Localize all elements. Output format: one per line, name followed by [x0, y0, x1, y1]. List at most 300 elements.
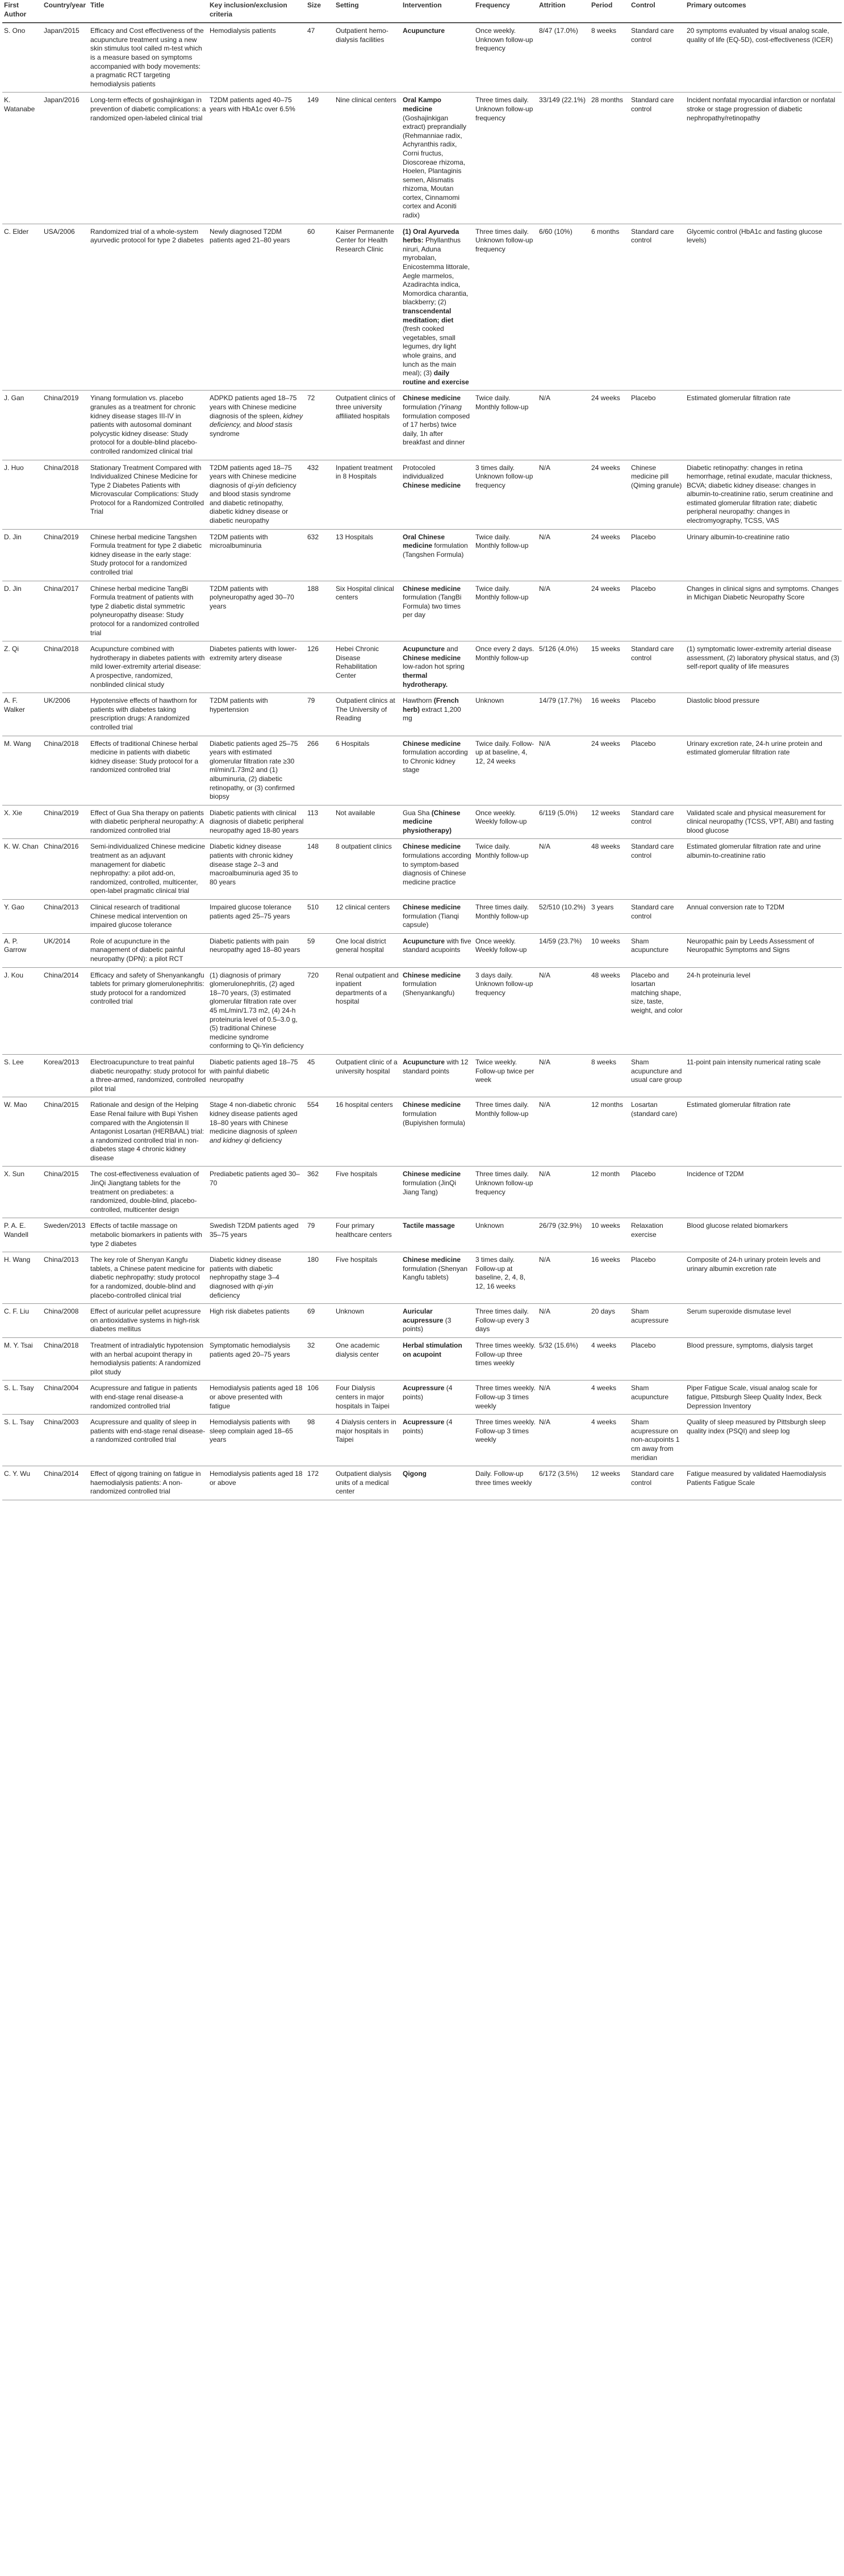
cell-criteria: Hemodialysis patients aged 18 or above presented with fatigue — [208, 1381, 306, 1415]
cell-intervention: Chinese medicine formulations according to symptom-based diagnosis of Chinese medicine practice — [401, 839, 474, 900]
cell-first-author: K. W. Chan — [2, 839, 42, 900]
cell-period: 12 weeks — [590, 1466, 629, 1500]
cell-country-year: China/2016 — [42, 839, 89, 900]
cell-criteria: Newly diagnosed T2DM patients aged 21–80 years — [208, 224, 306, 391]
cell-first-author: Z. Qi — [2, 641, 42, 693]
cell-first-author: X. Sun — [2, 1167, 42, 1218]
cell-intervention: Chinese medicine formulation (JinQi Jiang Tang) — [401, 1167, 474, 1218]
cell-period: 4 weeks — [590, 1337, 629, 1380]
cell-primary-outcomes: Blood pressure, symptoms, dialysis target — [685, 1337, 842, 1380]
cell-period: 8 weeks — [590, 23, 629, 93]
header-criteria: Key inclusion/exclusion criteria — [208, 0, 306, 23]
cell-setting: One academic dialysis center — [334, 1337, 401, 1380]
header-first-author: First Author — [2, 0, 42, 23]
cell-period: 8 weeks — [590, 1054, 629, 1097]
cell-intervention: Protocoled individualized Chinese medicine — [401, 460, 474, 529]
cell-frequency: Once weekly. Weekly follow-up — [474, 805, 537, 839]
cell-attrition: N/A — [537, 391, 590, 460]
cell-criteria: Hemodialysis patients with sleep complain aged 18–65 years — [208, 1415, 306, 1466]
cell-primary-outcomes: 20 symptoms evaluated by visual analog scale, quality of life (EQ-5D), cost-effectiveness (ICER) — [685, 23, 842, 93]
cell-first-author: M. Wang — [2, 736, 42, 805]
table-row — [2, 1218, 842, 1252]
header-title: Title — [89, 0, 208, 23]
cell-country-year: China/2015 — [42, 1097, 89, 1167]
cell-country-year: Sweden/2013 — [42, 1218, 89, 1252]
cell-intervention: Chinese medicine formulation (Shenyan Kangfu tablets) — [401, 1252, 474, 1304]
cell-frequency: 3 times daily. Unknown follow-up frequency — [474, 460, 537, 529]
cell-country-year: China/2019 — [42, 391, 89, 460]
cell-criteria: Diabetic patients aged 18–75 with painful diabetic neuropathy — [208, 1054, 306, 1097]
cell-primary-outcomes: Quality of sleep measured by Pittsburgh sleep quality index (PSQI) and sleep log — [685, 1415, 842, 1466]
table-row — [2, 1304, 842, 1338]
table-row — [2, 1337, 842, 1380]
cell-setting: Renal outpatient and inpatient departments of a hospital — [334, 967, 401, 1054]
cell-title: Effects of traditional Chinese herbal medicine in patients with diabetic kidney disease: Study protocol for a randomized controlled trial — [89, 736, 208, 805]
cell-title: The key role of Shenyan Kangfu tablets, a Chinese patent medicine for diabetic nephropathy: study protocol for a randomized, double-blind and placebo-controlled clinical trial — [89, 1252, 208, 1304]
cell-control: Standard care control — [629, 900, 685, 934]
cell-frequency: Twice daily. Monthly follow-up — [474, 529, 537, 581]
cell-attrition: 14/59 (23.7%) — [537, 933, 590, 967]
table-row — [2, 967, 842, 1054]
cell-primary-outcomes: Changes in clinical signs and symptoms. Changes in Michigan Diabetic Neuropathy Score — [685, 581, 842, 641]
cell-criteria: Impaired glucose tolerance patients aged 25–75 years — [208, 900, 306, 934]
cell-primary-outcomes: Incidence of T2DM — [685, 1167, 842, 1218]
cell-intervention: Acupressure (4 points) — [401, 1415, 474, 1466]
cell-intervention: (1) Oral Ayurveda herbs: Phyllanthus niruri, Aduna myrobalan, Enicostemma littorale, Aegle marmelos, Azadirachta indica, Momordica charantia, blackberry; (2) transcendental meditation; diet (fresh cooked vegetables, small legumes, dry light whole grains, and lunch as the main meal); (3) daily routine and exercise — [401, 224, 474, 391]
table-body — [2, 23, 842, 1500]
cell-size: 69 — [306, 1304, 334, 1338]
cell-first-author: C. F. Liu — [2, 1304, 42, 1338]
cell-first-author: C. Y. Wu — [2, 1466, 42, 1500]
cell-setting: Hebei Chronic Disease Rehabilitation Center — [334, 641, 401, 693]
cell-criteria: Swedish T2DM patients aged 35–75 years — [208, 1218, 306, 1252]
cell-period: 12 months — [590, 1097, 629, 1167]
cell-intervention: Herbal stimulation on acupoint — [401, 1337, 474, 1380]
cell-period: 48 weeks — [590, 967, 629, 1054]
cell-period: 20 days — [590, 1304, 629, 1338]
cell-primary-outcomes: Glycemic control (HbA1c and fasting glucose levels) — [685, 224, 842, 391]
table-row — [2, 641, 842, 693]
cell-period: 24 weeks — [590, 581, 629, 641]
cell-primary-outcomes: Diabetic retinopathy: changes in retina hemorrhage, retinal exudate, macular thickness, BCVA; diabetic kidney disease: changes in albumin-to-creatinine ratio, serum creatinine and estimated glomerular filtration rate; diabetic peripheral neuropathy: changes in electromyography, TCSS, VAS — [685, 460, 842, 529]
cell-attrition: N/A — [537, 967, 590, 1054]
cell-country-year: UK/2014 — [42, 933, 89, 967]
cell-attrition: N/A — [537, 1415, 590, 1466]
cell-size: 106 — [306, 1381, 334, 1415]
table-row — [2, 1252, 842, 1304]
cell-title: Effect of auricular pellet acupressure on antioxidative systems in high-risk diabetes mellitus — [89, 1304, 208, 1338]
cell-title: Role of acupuncture in the management of diabetic painful neuropathy (DPN): a pilot RCT — [89, 933, 208, 967]
table-row — [2, 1167, 842, 1218]
cell-frequency: Three times daily. Monthly follow-up — [474, 900, 537, 934]
cell-control: Sham acupressure — [629, 1304, 685, 1338]
cell-first-author: D. Jin — [2, 529, 42, 581]
cell-title: Effect of qigong training on fatigue in haemodialysis patients: A non-randomized controlled trial — [89, 1466, 208, 1500]
cell-attrition: N/A — [537, 1054, 590, 1097]
cell-frequency: Three times daily. Unknown follow-up frequency — [474, 93, 537, 224]
cell-frequency: Once every 2 days. Monthly follow-up — [474, 641, 537, 693]
cell-setting: Outpatient clinics at The University of Reading — [334, 693, 401, 736]
cell-title: Electroacupuncture to treat painful diabetic neuropathy: study protocol for a three-armed, randomized, controlled pilot trial — [89, 1054, 208, 1097]
cell-first-author: S. Ono — [2, 23, 42, 93]
cell-control: Sham acupuncture — [629, 1381, 685, 1415]
cell-setting: 4 Dialysis centers in major hospitals in Taipei — [334, 1415, 401, 1466]
cell-criteria: T2DM patients with hypertension — [208, 693, 306, 736]
cell-first-author: J. Huo — [2, 460, 42, 529]
cell-period: 10 weeks — [590, 1218, 629, 1252]
cell-control: Chinese medicine pill (Qiming granule) — [629, 460, 685, 529]
cell-period: 48 weeks — [590, 839, 629, 900]
cell-attrition: N/A — [537, 1097, 590, 1167]
cell-frequency: Daily. Follow-up three times weekly — [474, 1466, 537, 1500]
cell-setting: 6 Hospitals — [334, 736, 401, 805]
cell-control: Sham acupressure on non-acupoints 1 cm away from meridian — [629, 1415, 685, 1466]
cell-criteria: Prediabetic patients aged 30–70 — [208, 1167, 306, 1218]
cell-country-year: China/2018 — [42, 1337, 89, 1380]
cell-setting: Not available — [334, 805, 401, 839]
cell-setting: Inpatient treatment in 8 Hospitals — [334, 460, 401, 529]
cell-criteria: Stage 4 non-diabetic chronic kidney disease patients aged 18–80 years with Chinese medicine diagnosis of spleen and kidney qi deficiency — [208, 1097, 306, 1167]
cell-criteria: Hemodialysis patients aged 18 or above — [208, 1466, 306, 1500]
table-row — [2, 1415, 842, 1466]
cell-attrition: 26/79 (32.9%) — [537, 1218, 590, 1252]
cell-control: Placebo — [629, 529, 685, 581]
table-row — [2, 23, 842, 93]
cell-primary-outcomes: (1) symptomatic lower-extremity arterial disease assessment, (2) laboratory physical status, and (3) self-report quality of life measures — [685, 641, 842, 693]
cell-period: 15 weeks — [590, 641, 629, 693]
cell-size: 148 — [306, 839, 334, 900]
cell-first-author: J. Gan — [2, 391, 42, 460]
cell-title: Semi-individualized Chinese medicine treatment as an adjuvant management for diabetic nephropathy: a pilot add-on, randomized, controlled, multicenter, open-label pragmatic clinical trial — [89, 839, 208, 900]
cell-first-author: S. Lee — [2, 1054, 42, 1097]
cell-criteria: Diabetes patients with lower-extremity artery disease — [208, 641, 306, 693]
header-attrition: Attrition — [537, 0, 590, 23]
cell-frequency: Unknown — [474, 1218, 537, 1252]
cell-attrition: 5/126 (4.0%) — [537, 641, 590, 693]
cell-intervention: Hawthorn (French herb) extract 1,200 mg — [401, 693, 474, 736]
header-row — [2, 0, 842, 23]
table-row — [2, 224, 842, 391]
cell-first-author: X. Xie — [2, 805, 42, 839]
cell-control: Standard care control — [629, 641, 685, 693]
cell-period: 24 weeks — [590, 460, 629, 529]
cell-criteria: Hemodialysis patients — [208, 23, 306, 93]
cell-primary-outcomes: Incident nonfatal myocardial infarction or nonfatal stroke or stage progression of diabetic nephropathy/retinopathy — [685, 93, 842, 224]
cell-control: Placebo — [629, 1337, 685, 1380]
cell-criteria: T2DM patients aged 40–75 years with HbA1c over 6.5% — [208, 93, 306, 224]
cell-attrition: N/A — [537, 581, 590, 641]
cell-period: 16 weeks — [590, 1252, 629, 1304]
cell-title: Acupressure and fatigue in patients with end-stage renal disease-a randomized controlled trial — [89, 1381, 208, 1415]
cell-country-year: China/2008 — [42, 1304, 89, 1338]
cell-attrition: 8/47 (17.0%) — [537, 23, 590, 93]
cell-primary-outcomes: Annual conversion rate to T2DM — [685, 900, 842, 934]
cell-size: 79 — [306, 693, 334, 736]
cell-first-author: D. Jin — [2, 581, 42, 641]
cell-size: 72 — [306, 391, 334, 460]
cell-frequency: Twice weekly. Follow-up twice per week — [474, 1054, 537, 1097]
cell-size: 180 — [306, 1252, 334, 1304]
cell-setting: Four Dialysis centers in major hospitals in Taipei — [334, 1381, 401, 1415]
cell-period: 4 weeks — [590, 1381, 629, 1415]
cell-attrition: 6/119 (5.0%) — [537, 805, 590, 839]
cell-attrition: N/A — [537, 1381, 590, 1415]
cell-intervention: Oral Kampo medicine (Goshajinkigan extract) preprandially (Rehmanniae radix, Achyranthis radix, Corni fructus, Dioscoreae rhizoma, Hoelen, Plantaginis semen, Alismatis rhizoma, Moutan cortex, Cinnamomi cortex and Aconiti radix) — [401, 93, 474, 224]
header-period: Period — [590, 0, 629, 23]
cell-period: 10 weeks — [590, 933, 629, 967]
cell-period: 28 months — [590, 93, 629, 224]
cell-first-author: Y. Gao — [2, 900, 42, 934]
studies-table — [2, 0, 842, 1500]
table-row — [2, 736, 842, 805]
cell-title: Randomized trial of a whole-system ayurvedic protocol for type 2 diabetes — [89, 224, 208, 391]
cell-size: 362 — [306, 1167, 334, 1218]
cell-control: Relaxation exercise — [629, 1218, 685, 1252]
cell-frequency: Twice daily. Monthly follow-up — [474, 839, 537, 900]
cell-control: Standard care control — [629, 224, 685, 391]
cell-size: 45 — [306, 1054, 334, 1097]
cell-primary-outcomes: Validated scale and physical measurement for clinical neuropathy (TCSS, VPT, ABI) and fasting blood glucose — [685, 805, 842, 839]
cell-country-year: USA/2006 — [42, 224, 89, 391]
header-intervention: Intervention — [401, 0, 474, 23]
cell-frequency: Three times daily. Monthly follow-up — [474, 1097, 537, 1167]
cell-attrition: N/A — [537, 736, 590, 805]
cell-primary-outcomes: Serum superoxide dismutase level — [685, 1304, 842, 1338]
cell-size: 59 — [306, 933, 334, 967]
cell-first-author: A. F. Walker — [2, 693, 42, 736]
cell-size: 32 — [306, 1337, 334, 1380]
cell-criteria: Diabetic kidney disease patients with chronic kidney disease stage 2–3 and macroalbuminuria aged 35 to 80 years — [208, 839, 306, 900]
cell-primary-outcomes: Neuropathic pain by Leeds Assessment of Neuropathic Symptoms and Signs — [685, 933, 842, 967]
cell-primary-outcomes: Diastolic blood pressure — [685, 693, 842, 736]
cell-attrition: N/A — [537, 1304, 590, 1338]
cell-primary-outcomes: Composite of 24-h urinary protein levels and urinary albumin excretion rate — [685, 1252, 842, 1304]
cell-criteria: High risk diabetes patients — [208, 1304, 306, 1338]
cell-intervention: Chinese medicine formulation (Tianqi capsule) — [401, 900, 474, 934]
cell-size: 632 — [306, 529, 334, 581]
cell-intervention: Tactile massage — [401, 1218, 474, 1252]
cell-primary-outcomes: Estimated glomerular filtration rate and urine albumin-to-creatinine ratio — [685, 839, 842, 900]
table-row — [2, 460, 842, 529]
cell-control: Sham acupuncture — [629, 933, 685, 967]
cell-country-year: China/2018 — [42, 736, 89, 805]
cell-intervention: Chinese medicine formulation (Yinang formulation composed of 17 herbs) twice daily, 1h after breakfast and dinner — [401, 391, 474, 460]
cell-setting: Five hospitals — [334, 1167, 401, 1218]
cell-title: Yinang formulation vs. placebo granules as a treatment for chronic kidney disease stages III-IV in patients with autosomal dominant polycystic kidney disease: Study protocol for a double-blind placebo-controlled randomized clinical trial — [89, 391, 208, 460]
cell-title: Clinical research of traditional Chinese medical intervention on impaired glucose tolerance — [89, 900, 208, 934]
cell-primary-outcomes: Urinary excretion rate, 24-h urine protein and estimated glomerular filtration rate — [685, 736, 842, 805]
cell-attrition: 6/60 (10%) — [537, 224, 590, 391]
cell-intervention: Qigong — [401, 1466, 474, 1500]
cell-attrition: N/A — [537, 839, 590, 900]
cell-title: Efficacy and safety of Shenyankangfu tablets for primary glomerulonephritis: study protocol for a randomized controlled trial — [89, 967, 208, 1054]
cell-period: 24 weeks — [590, 391, 629, 460]
cell-period: 4 weeks — [590, 1415, 629, 1466]
cell-frequency: Three times daily. Follow-up every 3 days — [474, 1304, 537, 1338]
cell-setting: 12 clinical centers — [334, 900, 401, 934]
cell-intervention: Oral Chinese medicine formulation (Tangshen Formula) — [401, 529, 474, 581]
cell-frequency: Twice daily. Follow-up at baseline, 4, 12, 24 weeks — [474, 736, 537, 805]
cell-size: 720 — [306, 967, 334, 1054]
table-row — [2, 693, 842, 736]
cell-intervention: Acupuncture with five standard acupoints — [401, 933, 474, 967]
cell-setting: Five hospitals — [334, 1252, 401, 1304]
cell-attrition: N/A — [537, 529, 590, 581]
cell-first-author: A. P. Garrow — [2, 933, 42, 967]
cell-intervention: Acupressure (4 points) — [401, 1381, 474, 1415]
cell-criteria: (1) diagnosis of primary glomerulonephritis, (2) aged 18–70 years, (3) estimated glomerular filtration rate over 45 mL/min/1.73 m2, (4) 24-h proteinuria level of 0.5–3.0 g, (5) traditional Chinese medicine syndrome conforming to Qi-Yin deficiency — [208, 967, 306, 1054]
cell-title: Stationary Treatment Compared with Individualized Chinese Medicine for Type 2 Diabetes Patients with Microvascular Complications: Study Protocol for a Randomized Controlled Trial — [89, 460, 208, 529]
cell-frequency: Three times daily. Unknown follow-up frequency — [474, 224, 537, 391]
cell-frequency: 3 days daily. Unknown follow-up frequency — [474, 967, 537, 1054]
table-row — [2, 933, 842, 967]
cell-primary-outcomes: Estimated glomerular filtration rate — [685, 1097, 842, 1167]
cell-size: 188 — [306, 581, 334, 641]
cell-size: 554 — [306, 1097, 334, 1167]
cell-frequency: Unknown — [474, 693, 537, 736]
cell-size: 60 — [306, 224, 334, 391]
cell-country-year: China/2017 — [42, 581, 89, 641]
cell-title: Acupressure and quality of sleep in patients with end-stage renal disease-a randomized controlled trial — [89, 1415, 208, 1466]
cell-setting: Outpatient clinics of three university affiliated hospitals — [334, 391, 401, 460]
cell-title: Efficacy and Cost effectiveness of the acupuncture treatment using a new skin stimulus tool called m-test which is a measure based on symptoms accompanied with body movements: a pragmatic RCT targeting hemodialysis patients — [89, 23, 208, 93]
cell-title: Chinese herbal medicine Tangshen Formula treatment for type 2 diabetic kidney disease in the early stage: Study protocol for a randomized controlled trial — [89, 529, 208, 581]
cell-title: Rationale and design of the Helping Ease Renal failure with Bupi Yishen compared with the Angiotensin II Antagonist Losartan (HERBAAL) trial: a randomized controlled trial in non-diabetes stage 4 chronic kidney disease — [89, 1097, 208, 1167]
cell-size: 98 — [306, 1415, 334, 1466]
cell-period: 16 weeks — [590, 693, 629, 736]
cell-size: 126 — [306, 641, 334, 693]
header-control: Control — [629, 0, 685, 23]
cell-intervention: Acupuncture — [401, 23, 474, 93]
cell-intervention: Chinese medicine formulation according to Chronic kidney stage — [401, 736, 474, 805]
cell-first-author: C. Elder — [2, 224, 42, 391]
cell-country-year: China/2013 — [42, 900, 89, 934]
cell-criteria: T2DM patients with microalbuminuria — [208, 529, 306, 581]
cell-size: 510 — [306, 900, 334, 934]
cell-country-year: China/2019 — [42, 805, 89, 839]
table-row — [2, 805, 842, 839]
cell-country-year: Japan/2016 — [42, 93, 89, 224]
cell-setting: One local district general hospital — [334, 933, 401, 967]
table-row — [2, 1381, 842, 1415]
cell-title: Acupuncture combined with hydrotherapy in diabetes patients with mild lower-extremity arterial disease: A prospective, randomized, nonblinded clinical study — [89, 641, 208, 693]
cell-setting: Six Hospital clinical centers — [334, 581, 401, 641]
cell-attrition: 14/79 (17.7%) — [537, 693, 590, 736]
table-row — [2, 529, 842, 581]
table-row — [2, 581, 842, 641]
cell-control: Placebo — [629, 581, 685, 641]
cell-title: Effect of Gua Sha therapy on patients with diabetic peripheral neuropathy: A randomized controlled trial — [89, 805, 208, 839]
cell-attrition: 6/172 (3.5%) — [537, 1466, 590, 1500]
cell-setting: 13 Hospitals — [334, 529, 401, 581]
cell-control: Placebo and losartan matching shape, size, taste, weight, and color — [629, 967, 685, 1054]
cell-intervention: Chinese medicine formulation (Bupiyishen formula) — [401, 1097, 474, 1167]
cell-attrition: N/A — [537, 460, 590, 529]
cell-frequency: Twice daily. Monthly follow-up — [474, 391, 537, 460]
table-row — [2, 839, 842, 900]
cell-country-year: China/2015 — [42, 1167, 89, 1218]
cell-criteria: Symptomatic hemodialysis patients aged 20–75 years — [208, 1337, 306, 1380]
cell-title: Long-term effects of goshajinkigan in prevention of diabetic complications: a randomized open-labeled clinical trial — [89, 93, 208, 224]
cell-control: Standard care control — [629, 23, 685, 93]
cell-period: 6 months — [590, 224, 629, 391]
cell-frequency: Once weekly. Unknown follow-up frequency — [474, 23, 537, 93]
cell-title: The cost-effectiveness evaluation of JinQi Jiangtang tablets for the treatment on prediabetes: a randomized, double-blind, placebo-controlled, multicenter design — [89, 1167, 208, 1218]
cell-country-year: China/2019 — [42, 529, 89, 581]
cell-size: 47 — [306, 23, 334, 93]
cell-frequency: Three times daily. Unknown follow-up frequency — [474, 1167, 537, 1218]
cell-title: Treatment of intradialytic hypotension with an herbal acupoint therapy in hemodialysis patients: A randomized pilot study — [89, 1337, 208, 1380]
cell-size: 113 — [306, 805, 334, 839]
cell-setting: Four primary healthcare centers — [334, 1218, 401, 1252]
cell-criteria: T2DM patients with polyneuropathy aged 30–70 years — [208, 581, 306, 641]
cell-size: 149 — [306, 93, 334, 224]
table-row — [2, 93, 842, 224]
cell-title: Chinese herbal medicine TangBi Formula treatment of patients with type 2 diabetic distal symmetric polyneuropathy disease: Study protocol for a randomized controlled trial — [89, 581, 208, 641]
cell-criteria: T2DM patients aged 18–75 years with Chinese medicine diagnosis of qi-yin deficiency and blood stasis syndrome and diabetic retinopathy, diabetic kidney disease or diabetic neuropathy — [208, 460, 306, 529]
cell-control: Standard care control — [629, 1466, 685, 1500]
cell-control: Placebo — [629, 1167, 685, 1218]
cell-first-author: H. Wang — [2, 1252, 42, 1304]
cell-primary-outcomes: Urinary albumin-to-creatinine ratio — [685, 529, 842, 581]
table-row — [2, 900, 842, 934]
cell-intervention: Acupuncture and Chinese medicine low-radon hot spring thermal hydrotherapy. — [401, 641, 474, 693]
cell-first-author: K. Watanabe — [2, 93, 42, 224]
cell-criteria: Diabetic kidney disease patients with diabetic nephropathy stage 3–4 diagnosed with qi-yin deficiency — [208, 1252, 306, 1304]
table-row — [2, 1466, 842, 1500]
cell-country-year: China/2013 — [42, 1252, 89, 1304]
header-setting: Setting — [334, 0, 401, 23]
cell-first-author: W. Mao — [2, 1097, 42, 1167]
cell-control: Placebo — [629, 1252, 685, 1304]
cell-country-year: China/2004 — [42, 1381, 89, 1415]
cell-country-year: Korea/2013 — [42, 1054, 89, 1097]
table-row — [2, 391, 842, 460]
cell-setting: Nine clinical centers — [334, 93, 401, 224]
header-country-year: Country/year — [42, 0, 89, 23]
cell-frequency: Three times weekly. Follow-up 3 times weekly — [474, 1415, 537, 1466]
cell-period: 12 month — [590, 1167, 629, 1218]
cell-primary-outcomes: 11-point pain intensity numerical rating scale — [685, 1054, 842, 1097]
cell-period: 12 weeks — [590, 805, 629, 839]
cell-primary-outcomes: Estimated glomerular filtration rate — [685, 391, 842, 460]
cell-primary-outcomes: 24-h proteinuria level — [685, 967, 842, 1054]
cell-control: Standard care control — [629, 839, 685, 900]
header-frequency: Frequency — [474, 0, 537, 23]
cell-country-year: China/2014 — [42, 967, 89, 1054]
cell-attrition: N/A — [537, 1252, 590, 1304]
cell-period: 24 weeks — [590, 736, 629, 805]
cell-criteria: ADPKD patients aged 18–75 years with Chinese medicine diagnosis of the spleen, kidney deficiency, and blood stasis syndrome — [208, 391, 306, 460]
cell-setting: 16 hospital centers — [334, 1097, 401, 1167]
cell-control: Placebo — [629, 391, 685, 460]
cell-title: Effects of tactile massage on metabolic biomarkers in patients with type 2 diabetes — [89, 1218, 208, 1252]
cell-setting: Outpatient clinic of a university hospital — [334, 1054, 401, 1097]
cell-control: Placebo — [629, 693, 685, 736]
cell-frequency: 3 times daily. Follow-up at baseline, 2, 4, 8, 12, 16 weeks — [474, 1252, 537, 1304]
cell-attrition: 5/32 (15.6%) — [537, 1337, 590, 1380]
cell-setting: Kaiser Permanente Center for Health Research Clinic — [334, 224, 401, 391]
table-row — [2, 1054, 842, 1097]
cell-first-author: S. L. Tsay — [2, 1415, 42, 1466]
cell-first-author: S. L. Tsay — [2, 1381, 42, 1415]
cell-country-year: China/2003 — [42, 1415, 89, 1466]
cell-country-year: China/2018 — [42, 460, 89, 529]
cell-criteria: Diabetic patients with pain neuropathy aged 18–80 years — [208, 933, 306, 967]
cell-setting: 8 outpatient clinics — [334, 839, 401, 900]
cell-size: 266 — [306, 736, 334, 805]
cell-criteria: Diabetic patients with clinical diagnosis of diabetic peripheral neuropathy aged 18-80 years — [208, 805, 306, 839]
